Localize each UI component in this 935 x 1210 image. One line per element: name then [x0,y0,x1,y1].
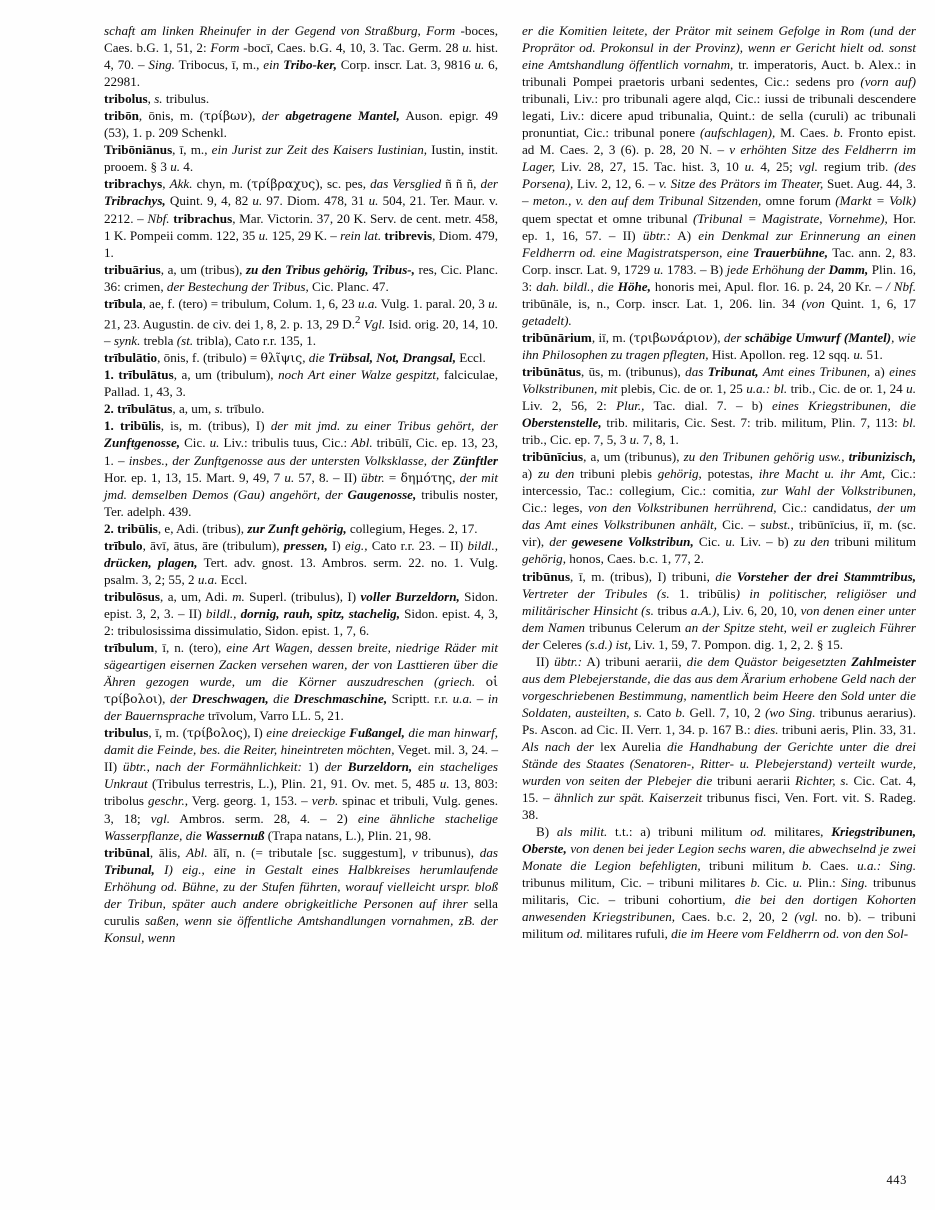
dictionary-entry: 2. tribūlis, e, Adi. (tribus), zur Zunft gehörig, collegium, Heges. 2, 17. [104,520,478,536]
dictionary-entry: tribūnus, ī, m. (tribus), I) tribuni, die Vorsteher der drei Stammtribus, Vertreter der Tribules (s. 1. tribūlis) in politischer, religiöser und militärischer Hinsicht (s. tribus a.A.), Liv. 6, 20, 10, von denen einer unter dem Namen tribunus Celerum an der Spitze steht, weil er zugleich Führer der Celeres (s.d.) ist, Liv. 1, 59, 7. Pompon. dig. 1, 2, 2. § 15. [522,568,917,652]
dictionary-entry: trībula, ae, f. (tero) = tribulum, Colum. 1, 6, 23 u.a. Vulg. 1. paral. 20, 3 u. 21, 23. Augustin. de civ. dei 1, 8, 2. p. 13, 29 D.$^2$ Vgl. Isid. orig. 20, 14, 10. – synk. trebla (st. tribla), Cato r.r. 135, 1. [104,295,499,349]
dictionary-entry: tribūnal, ālis, Abl. ālī, n. (= tributale [sc. suggestum], v tribunus), das Tribunal, I) eig., eine in Gestalt eines Halbkreises herumlaufende Erhöhung od. Bühne, zu der Stufen führten, worauf vielleicht urspr. bloß der Tribun, später auch andere obrigkeitliche Personen auf ihrer sella curulis saßen, wenn sie öffentliche Amtshandlungen vornahmen, zB. der Konsul, wenn [104,844,498,945]
dictionary-entry: er die Komitien leitete, der Prätor mit seinem Gefolge in Rom (und der Proprätor od. Prokonsul in der Provinz), wenn er Gericht hielt od. sonst eine Amtshandlung öffentlich vornahm, tr. imperatoris, Auct. b. Alex.: in tribunali Pompei praetoris urbani sedentes, Cic.: sedens pro (vorn auf) tribunali, Liv.: pro tribunali agere alqd, Cic.: iussi de tribunali descendere legati, Liv.: dicere apud tribunalia, Quint.: de sella (curuli) ac tribunali pronuntiat, Cic.: tribunal ponere (aufschlagen), M. Caes. b. Fronto epist. ad M. Caes. 2, 3 (6). p. 28, 20 N. – v erhöhten Sitze des Feldherrn im Lager, Liv. 28, 27, 15. Tac. hist. 3, 10 u. 4, 25; vgl. regium trib. (des Porsena), Liv. 2, 12, 6. – v. Sitze des Prätors im Theater, Suet. Aug. 44, 3. – meton., v. den auf dem Tribunal Sitzenden, omne forum (Markt = Volk) quem spectat et omne tribunal (Tribunal = Magistrate, Vornehme), Hor. ep. 1, 16, 57. – II) übtr.: A) ein Denkmal zur Erinnerung an einen Feldherrn od. eine Magistratsperson, eine Trauerbühne, Tac. ann. 2, 83. Corp. inscr. Lat. 9, 1729 u. 1783. – B) jede Erhöhung der Damm, Plin. 16, 3: dah. bildl., die Höhe, honoris mei, Apul. flor. 16. p. 24, 20 Kr. – / Nbf. tribūnāle, is, n., Corp. inscr. Lat. 1, 206. lin. 34 (von Quint. 1, 6, 17 getadelt). [522,23,917,328]
left-text-column [104,22,498,1162]
dictionary-entry: trībulum, ī, n. (tero), eine Art Wagen, dessen breite, niedrige Räder mit sägeartigen eisernen Zacken versehen waren, der von Lasttieren über die Ähren gezogen wurde, um die Körner auszudreschen (griech. οἱ τρίβολοι), der Dreschwagen, die Dreschmaschine, Scriptt. r.r. u.a. – in der Bauernsprache trīvolum, Varro LL. 5, 21. [104,640,498,724]
dictionary-entry: trībulo, āvī, ātus, āre (tribulum), pressen, I) eig., Cato r.r. 23. – II) bildl., drücken, plagen, Tert. adv. gnost. 13. Ambros. serm. 22. no. 1. Vulg. psalm. 3, 2; 55, 2 u.a. Eccl. [104,537,499,587]
dictionary-entry: tribrachys, Akk. chyn, m. (τρίβραχυς), sc. pes, das Versglied ñ ñ ñ, der Tribrachys, Quint. 9, 4, 82 u. 97. Diom. 478, 31 u. 504, 21. Ter. Maur. v. 2212. – Nbf. tribrachus, Mar. Victorin. 37, 20 K. Serv. de cent. metr. 458, 1 K. Pompeii comm. 122, 35 u. 125, 29 K. – rein lat. tribrevis, Diom. 479, 1. [104,176,499,260]
dictionary-entry: tribūnārium, iī, m. (τριβωνάριον), der schäbige Umwurf (Mantel), wie ihn Philosophen zu tragen pflegten, Hist. Apollon. reg. 12 sqq. u. 51. [522,329,916,362]
dictionary-entry: tribōn, ōnis, m. (τρίβων), der abgetragene Mantel, Auson. epigr. 49 (53), 1. p. 209 Schenkl. [104,108,498,141]
dictionary-entry: II) übtr.: A) tribuni aerarii, die dem Quästor beigesetzten Zahlmeister aus dem Plebejerstande, die das aus dem Ärarium erhobene Geld nach der vorgeschriebenen Bestimmung, namentlich beim Heere den Sold unter die Soldaten, austeilten, s. Cato b. Gell. 7, 10, 2 (wo Sing. tribunus aerarius). Ps. Ascon. ad Cic. II. Verr. 1, 34. p. 167 B.: dies. tribuni aeris, Plin. 33, 31. Als nach der lex Aurelia die Handhabung der Gerichte unter die drei Stände des Staates (Senatoren-, Ritter- u. Plebejerstand) verteilt wurde, wurden von seiten der Plebejer die tribuni aerarii Richter, s. Cic. Cat. 4, 15. – ähnlich zur spät. Kaiserzeit tribunus fisci, Ven. Fort. vit. S. Radeg. 38. [522,653,917,823]
right-text-column [522,22,916,1162]
dictionary-entry: tribulōsus, a, um, Adi. m. Superl. (tribulus), I) voller Burzeldorn, Sidon. epist. 3, 2, 3. – II) bildl., dornig, rauh, spitz, stachelig, Sidon. epist. 4, 3, 2: tribulosissima dissimulatio, Sidon. epist. 1, 7, 6. [104,588,499,638]
page-number: 443 [886,1173,907,1187]
dictionary-entry: tribolus, s. tribulus. [104,91,210,107]
dictionary-entry: Tribōniānus, ī, m., ein Jurist zur Zeit des Kaisers Iustinian, Iustin, instit. prooem. § 3 u. 4. [104,142,498,175]
dictionary-entry: tribulus, ī, m. (τρίβολος), I) eine dreieckige Fußangel, die man hinwarf, damit die Feinde, bes. die Reiter, hineintreten möchten, Veget. mil. 3, 24. – II) übtr., nach der Formähnlichkeit: 1) der Burzeldorn, ein stacheliges Unkraut (Tribulus terrestris, L.), Plin. 21, 91. Ov. met. 5, 485 u. 13, 803: tribolus geschr., Verg. georg. 1, 153. – verb. spinac et tribuli, Vulg. genes. 3, 18; vgl. Ambros. serm. 28, 4. – 2) eine ähnliche stachelige Wasserpflanze, die Wassernuß (Trapa natans, L.), Plin. 21, 98. [104,725,499,843]
dictionary-entry: schaft am linken Rheinufer in der Gegend von Straßburg, Form -boces, Caes. b.G. 1, 51, 2: Form -bocī, Caes. b.G. 4, 10, 3. Tac. Germ. 28 u. hist. 4, 70. – Sing. Tribocus, ī, m., ein Tribo-ker, Corp. inscr. Lat. 3, 9816 u. 6, 22981. [104,23,499,90]
dictionary-entry: B) als milit. t.t.: a) tribuni militum od. militares, Kriegstribunen, Oberste, von denen bei jeder Legion sechs waren, die abwechselnd je zwei Monate die Legion befehligten, tribuni militum b. Caes. u.a.: Sing. tribunus militum, Cic. – tribuni militares b. Cic. u. Plin.: Sing. tribunus militaris, Cic. – tribuni cohortium, die bei den dortigen Kohorten anwesenden Kriegstribunen, Caes. b.c. 2, 20, 2 (vgl. no. b). – tribuni militum od. militares rufuli, die im Heere vom Feldherrn od. von den Sol- [522,824,917,942]
dictionary-entry: tribūnātus, ūs, m. (tribunus), das Tribunat, Amt eines Tribunen, a) eines Volkstribunen, mit plebis, Cic. de or. 1, 25 u.a.: bl. trib., Cic. de or. 1, 24 u. Liv. 2, 56, 2: Plur., Tac. dial. 7. – b) eines Kriegstribunen, die Oberstenstelle, trib. militaris, Cic. Sest. 7: trib. militum, Plin. 7, 113: bl. trib., Cic. ep. 7, 5, 3 u. 7, 8, 1. [522,363,916,448]
dictionary-entry: 1. trībulātus, a, um (tribulum), noch Art einer Walze gespitzt, falciculae, Pallad. 1, 43, 3. [104,367,498,400]
dictionary-entry: tribūnīcius, a, um (tribunus), zu den Tribunen gehörig usw., tribunizisch, a) zu den tribuni plebis gehörig, potestas, ihre Macht u. ihr Amt, Cic.: intercessio, Tac.: collegium, Cic.: comitia, zur Wahl der Volkstribunen, Cic.: leges, von den Volkstribunen herrührend, Cic.: candidatus, der um das Amt eines Volkstribunen anhält, Cic. – subst., tribūnīcius, iī, m. (sc. vir), der gewesene Volkstribun, Cic. u. Liv. – b) zu den tribuni militum gehörig, honos, Caes. b.c. 1, 77, 2. [522,449,917,567]
dictionary-entry: trībulātio, ōnis, f. (tribulo) = θλῖψις, die Trübsal, Not, Drangsal, Eccl. [104,350,486,366]
dictionary-entry: tribuārius, a, um (tribus), zu den Tribus gehörig, Tribus-, res, Cic. Planc. 36: crimen, der Bestechung der Tribus, Cic. Planc. 47. [104,261,498,294]
dictionary-entry: 1. tribūlis, is, m. (tribus), I) der mit jmd. zu einer Tribus gehört, der Zunftgenosse, Cic. u. Liv.: tribulis tuus, Cic.: Abl. tribūlī, Cic. ep. 13, 23, 1. – insbes., der Zunftgenosse aus der untersten Volksklasse, der Zünftler Hor. ep. 1, 13, 15. Mart. 9, 49, 7 u. 57, 8. – II) übtr. = δημότης, der mit jmd. demselben Demos (Gau) angehört, der Gaugenosse, tribulis noster, Ter. adelph. 439. [104,418,498,519]
dictionary-entry: 2. trībulātus, a, um, s. trībulo. [104,401,265,417]
two-column-text-body [104,22,916,1162]
